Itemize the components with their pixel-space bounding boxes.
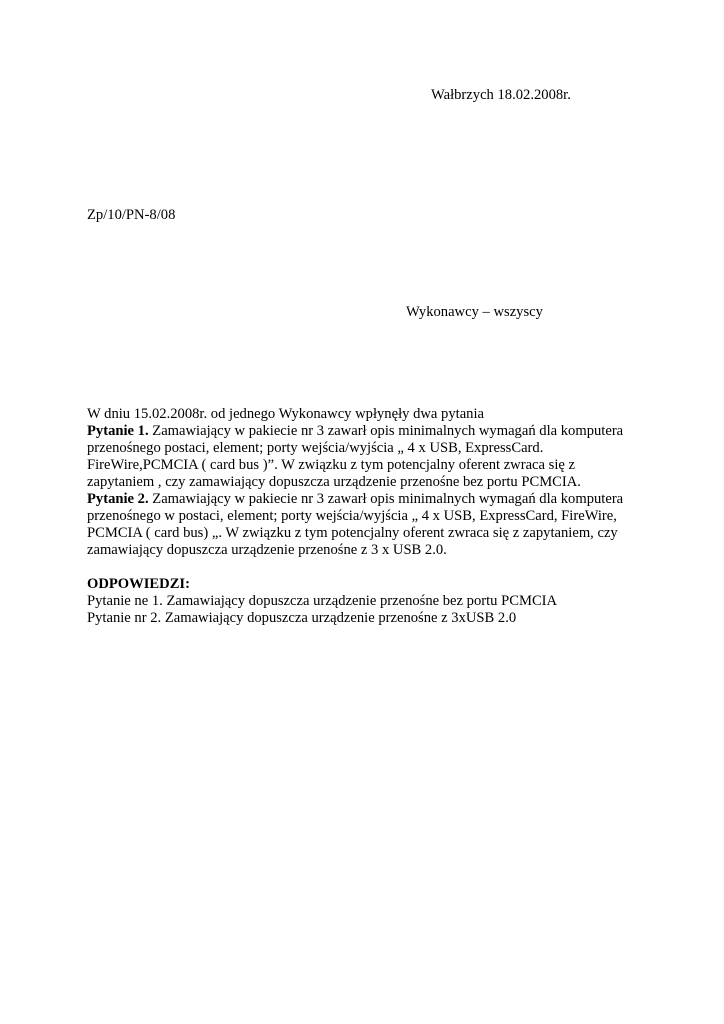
intro-line: W dniu 15.02.2008r. od jednego Wykonawcy wpłynęły dwa pytania — [87, 406, 485, 422]
question-1-line-1 — [87, 423, 687, 440]
letter-body — [87, 406, 687, 627]
question-2-label: Pytanie 2. — [87, 491, 149, 507]
question-1-line-4: zapytaniem , czy zamawiający dopuszcza urządzenie przenośne bez portu PCMCIA. — [87, 474, 581, 490]
question-1-line-2: przenośnego postaci, element; porty wejścia/wyjścia „ 4 x USB, ExpressCard. — [87, 440, 544, 456]
question-1-line-3: FireWire,PCMCIA ( card bus )”. W związku z tym potencjalny oferent zwraca się z — [87, 457, 575, 473]
question-1-label: Pytanie 1. — [87, 423, 149, 439]
recipient: Wykonawcy – wszyscy — [406, 304, 543, 320]
paragraph-gap — [87, 559, 687, 576]
question-2-text-1: Zamawiający w pakiecie nr 3 zawarł opis minimalnych wymagań dla komputera — [148, 491, 624, 507]
answer-2: Pytanie nr 2. Zamawiający dopuszcza urządzenie przenośne z 3xUSB 2.0 — [87, 610, 517, 626]
question-2-line-4: zamawiający dopuszcza urządzenie przenośne z 3 x USB 2.0. — [87, 542, 447, 558]
question-1-text-1: Zamawiający w pakiecie nr 3 zawarł opis minimalnych wymagań dla komputera — [148, 423, 624, 439]
question-2-line-1 — [87, 491, 687, 508]
answers-heading-text: ODPOWIEDZI: — [87, 576, 190, 592]
answer-1: Pytanie ne 1. Zamawiający dopuszcza urządzenie przenośne bez portu PCMCIA — [87, 593, 558, 609]
answers-heading — [87, 576, 687, 593]
place-date: Wałbrzych 18.02.2008r. — [431, 87, 571, 103]
reference-number: Zp/10/PN-8/08 — [87, 207, 176, 223]
question-2-line-2: przenośnego w postaci, element; porty wejścia/wyjścia „ 4 x USB, ExpressCard, FireWire, — [87, 508, 617, 524]
question-2-line-3: PCMCIA ( card bus) „. W związku z tym potencjalny oferent zwraca się z zapytaniem, czy — [87, 525, 618, 541]
